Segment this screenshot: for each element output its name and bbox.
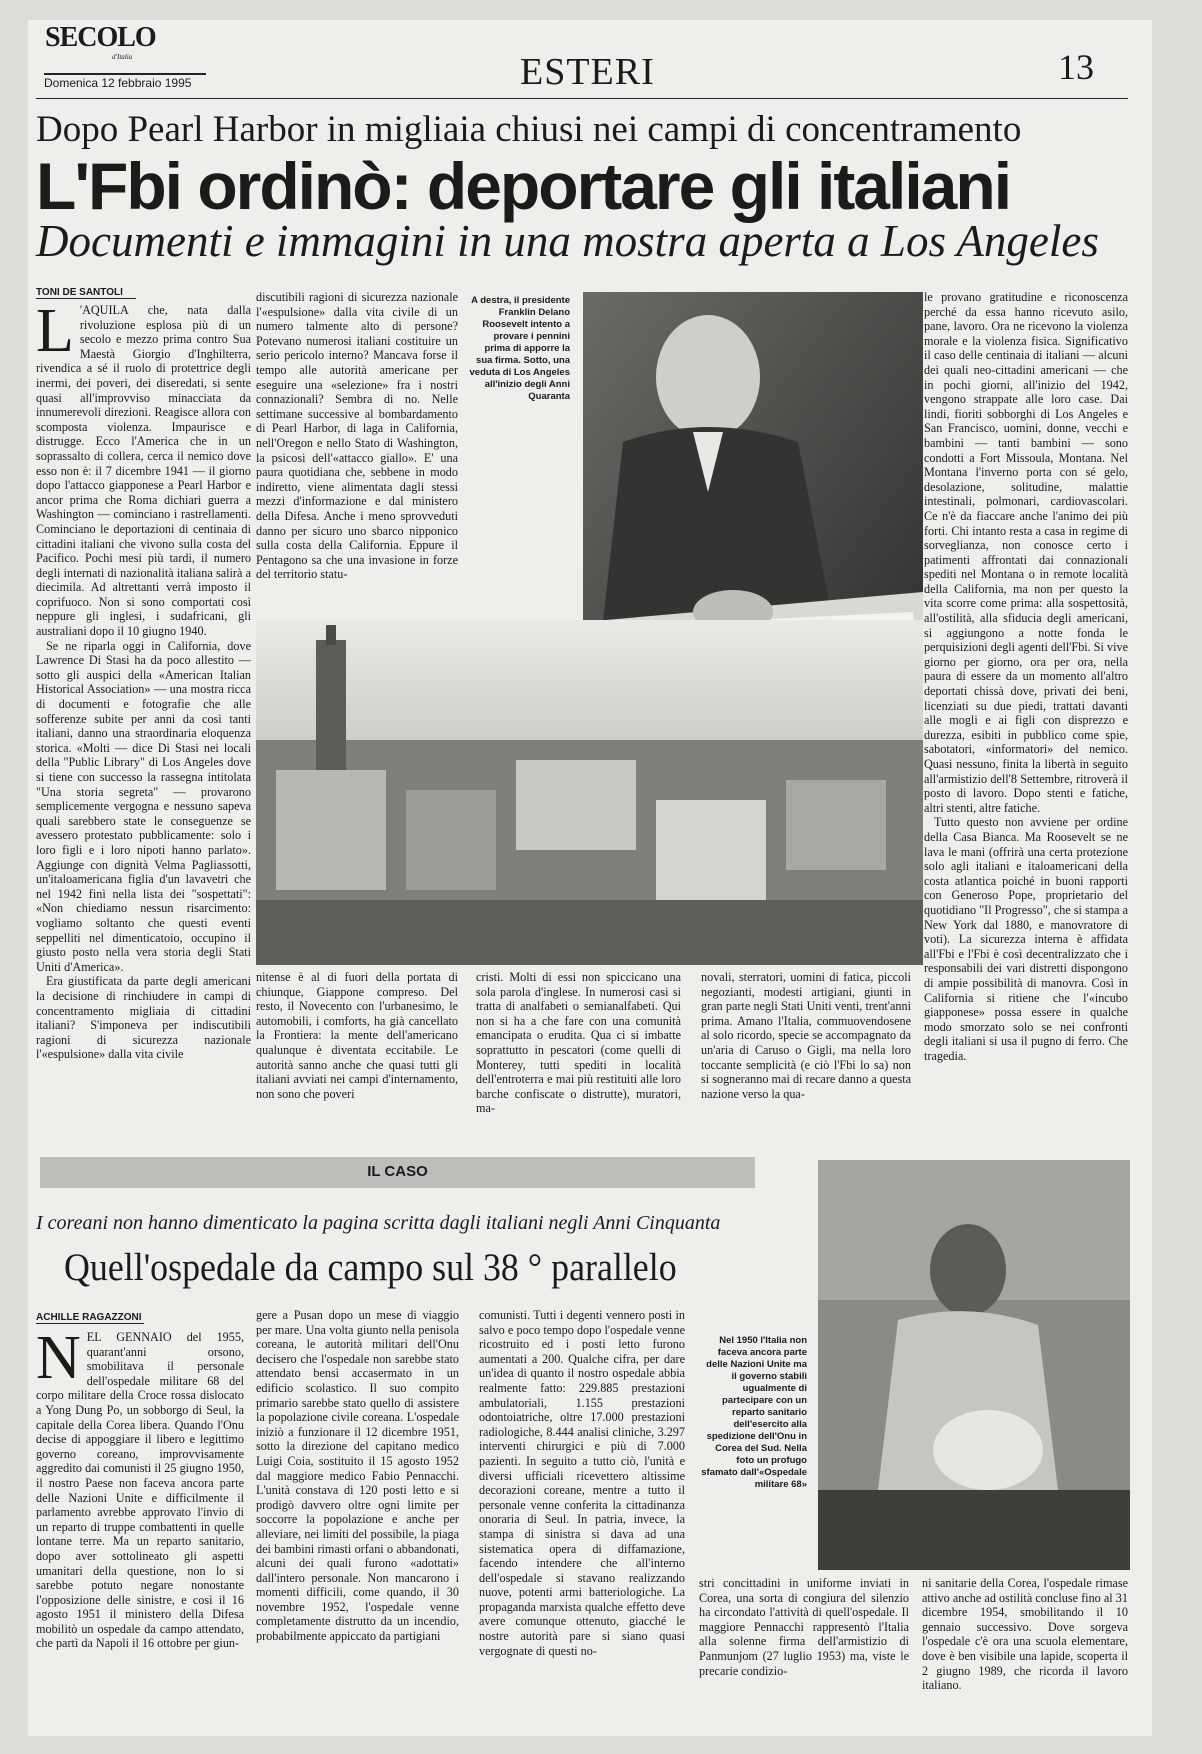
article-column-5 [924, 290, 1128, 1158]
page-number: 13 [1058, 47, 1094, 87]
article-column-2 [256, 290, 458, 590]
masthead-rule [36, 98, 1128, 99]
ilcaso-column-5 [922, 1576, 1128, 1720]
article-column-1 [36, 303, 251, 1158]
ilcaso-dropcap: N [36, 1330, 81, 1392]
article-deck: Documenti e immagini in una mostra aperta a Los Angeles [36, 216, 1099, 266]
article-kicker: Dopo Pearl Harbor in migliaia chiusi nei campi di concentramento [36, 109, 1022, 150]
ilcaso-paragraph: ni sanitarie della Corea, l'ospedale rimase attivo anche ad ostilità concluse fino al 31 dicembre 1954, smobilitando il 10 gennaio successivo. Dove sorgeva l'ospedale c'è ora una scuola elementare, dove è ben visibile una lapide, scoperta il 2 giugno 1989, che ricorda il lavoro italiano. [922, 1576, 1128, 1693]
article-paragraph: discutibili ragioni di sicurezza nazionale l'«espulsione» dalla vita civile di un numero talmente alto di persone? Potevano numerosi italiani costituire un serio pericolo interno? Mancava forse il tempo alle autorità americane per eseguire una «selezione» fra i nostri connazionali? Sembra di no. Nelle settimane successive al bombardamento di Pearl Harbor, di laga in California, nell'Oregon e nello Stato di Washington, la psicosi dell'«attacco giallo». E' una paura quotidiana che, sebbene in modo indiretto, viene alimentata dagli stessi mezzi d'informazione e dal ministero della Difesa. Anche i meno sprovveduti danno per sicuro uno sbarco nipponico sulla costa della California. Eppure il Pentagono sa che una invasione in forze del territorio statu- [256, 290, 458, 582]
ilcaso-paragraph: comunisti. Tutti i degenti vennero posti in salvo e poco tempo dopo l'ospedale venne ricostruito ed i posti letto furono aumentati a 200. Qualche cifra, per dare un'idea di quanto il nostro ospedale abbia realmente fatto: 229.885 prestazioni ambulatoriali, 1.155 prestazioni odontoiatriche, oltre 17.000 prestazioni radiologiche, 8.444 analisi cliniche, 3.297 interventi chirurgici e più di 7.000 pazienti. In seguito a tutto ciò, l'unità e diversi ufficiali ricevettero altissime decorazioni coreane, mentre a tutto il personale venne conferita la cittadinanza onoraria di Seul. In patria, invece, la stampa di sinistra si dava ad una sistematica opera di diffamazione, facendo intendere che all'interno dell'ospedale si stavano realizzando nuove, potenti armi batteriologiche. La propaganda marxista qualche effetto deve avere comunque ottenuto, giacché le nostre autorità pare si siano quasi vergognate di questi no- [479, 1308, 685, 1658]
masthead-logo: SECOLO [45, 22, 156, 53]
article-paragraph: Tutto questo non avviene per ordine della Casa Bianca. Ma Roosevelt se ne lava le mani (offrirà una certa protezione solo agli italiani e italoamericani della costa atlantica poiché in buoni rapporti con Generoso Pope, proprietario del quotidiano "Il Progresso", che si stampa a New York dal 1880, e manovratore di voti). La sicurezza interna è affidata all'Fbi e l'Fbi è così decentralizzato che i responsabili dei vari distretti dispongono di ampie possibilità di manovra. Così in California si ritiene che l'«incubo giapponese» possa essere in qualche modo smorzato solo se nei confronti degli italiani si usa il pugno di ferro. Che tragedia. [924, 815, 1128, 1063]
ilcaso-column-2 [256, 1308, 459, 1720]
ilcaso-paragraph: EL GENNAIO del 1955, quarant'anni orsono, smobilitava il personale dell'ospedale militare 68 del corpo militare della Croce rossa dislocato a Yong Dung Po, un sobborgo di Seul, la capitale della Corea libera. Quando l'Onu decise di appoggiare il libero e legittimo governo coreano, improvvisamente aggredito dai comunisti il 25 giugno 1950, il nostro Paese non faceva ancora parte delle Nazioni Unite e difficilmente il parlamento avrebbe approvato l'invio di un reparto di truppe combattenti in quelle lontane terre. Ma un reparto sanitario, dopo aver sottolineato gli aspetti umanitari della questione, non lo si sarebbe potuto negare nonostante l'opposizione delle sinistre, e così il 16 agosto 1951 il ministero della Difesa mobilitò un ospedale da campo attendato, che partì da Napoli il 16 ottobre per giun- [36, 1330, 244, 1651]
article-headline: L'Fbi ordinò: deportare gli italiani [36, 149, 1011, 223]
article-dropcap: L [36, 303, 74, 365]
ilcaso-paragraph: stri concittadini in uniforme inviati in Corea, una sorta di congiura del silenzio ha circondato l'attività di quell'ospedale. Il maggiore Pennacchi rappresentò l'Italia alla solenne firma dell'armistizio di Panmunjom (27 luglio 1953) ma, viste le precarie condizio- [699, 1576, 909, 1678]
los-angeles-photo [256, 620, 923, 965]
article-paragraph: nitense è al di fuori della portata di chiunque, Giappone compreso. Del resto, il Novecento con l'urbanesimo, le automobili, i comforts, ha già cancellato la Frontiera: la mente dell'americano qualunque è diventata eccitabile. Le autorità sanno anche che quasi tutti gli italiani avviati nei campi d'internamento, non sono che poveri [256, 970, 458, 1101]
article-paragraph: Era giustificata da parte degli americani la decisione di rinchiudere in campi di concentramento migliaia di cittadini italiani? S'imponeva per indiscutibili ragioni di sicurezza nazionale l'«espulsione» dalla vita civile [36, 974, 251, 1062]
article-byline: TONI DE SANTOLI [36, 287, 136, 299]
ilcaso-column-1 [36, 1330, 244, 1720]
article-paragraph: novali, sterratori, uomini di fatica, piccoli negozianti, modesti artigiani, giunti in gran parte negli Stati Uniti venti, trent'anni prima. Amano l'Italia, commuovendosene al solo ricordo, specie se accompagnato da un'aria di Caruso o Gigli, ma nella loro toccante semplicità (e ciò l'Fbi lo sa) non si sogneranno mai di recare danno a questa nazione verso la qua- [701, 970, 911, 1101]
ilcaso-photo-caption: Nel 1950 l'Italia non faceva ancora parte delle Nazioni Unite ma il governo stabilì ugualmente di partecipare con un reparto sanitario dell'esercito alla spedizione dell'Onu in Corea del Sud. Nella foto un profugo sfamato dall'«Ospedale militare 68» [701, 1335, 807, 1490]
article-paragraph: le provano gratitudine e riconoscenza perché da essa hanno ricevuto asilo, pane, lavoro. Ora ne ricevono la violenza morale e la violenza fisica. Significativo il caso delle centinaia di italiani — alcuni dei quali neo-cittadini americani — che in pochi giorni, all'inizio del 1942, vengono strappate alle loro case. Dai lindi, fioriti sobborghi di Los Angeles e San Francisco, uomini, donne, vecchi e bambini — tanti bambini — sono condotti a Fort Missoula, Montana. Nel Montana l'inverno porta con sé gelo, desolazione, solitudine, malattie intestinali, polmonari, cardiovascolari. Ce n'è da fiaccare anche l'animo dei più forti. Chi intanto resta a casa in regime di sorveglianza, non conosce certo i patimenti affrontati dai connazionali spediti nel Montana o in remote località della California, ma non per questo la vita scorre come prima: alla sospettosità, all'ostilità, alla sfiducia degli americani, si aggiungono a notte fonda le perquisizioni degli agenti dell'Fbi. Si vive giorno per giorno, ora per ora, nella paura di essere da un momento all'altro deportati chissà dove, privati dei beni, licenziati su due piedi, trattati davanti alle mogli e ai figli con disprezzo e durezza, esibiti in pubblico come spie, sabotatori, «informatori» del nemico. Quasi nessuno, finita la libertà in seguito all'armistizio dell'8 Settembre, ritroverà il posto di lavoro. Dopo stenti e fatiche, altri stenti, altre fatiche. [924, 290, 1128, 815]
ilcaso-column-4 [699, 1576, 909, 1720]
ilcaso-column-3 [479, 1308, 685, 1720]
ilcaso-label: IL CASO [367, 1163, 428, 1180]
article-paragraph: cristi. Molti di essi non spiccicano una sola parola d'inglese. In numerosi casi si tratta di analfabeti o semianalfabeti. Qui non si ha a che fare con una comunità emancipata o erudita. Qua ci si imbatte soprattutto in pescatori (come quelli di Monterey, tutti spediti in località dell'entroterra e mai più restituiti alle loro barche confiscate o distrutte), muratori, ma- [476, 970, 681, 1116]
ilcaso-paragraph: gere a Pusan dopo un mese di viaggio per mare. Una volta giunto nella penisola coreana, le autorità militari dell'Onu decisero che l'ospedale non sarebbe stato attendato bensì accasermato in un edificio scolastico. Il suo compito primario sarebbe stato quello di assistere la popolazione civile coreana. L'ospedale iniziò a funzionare il 12 dicembre 1951, sotto la direzione del capitano medico Luigi Coia, sostituito il 15 agosto 1952 dal maggiore medico Fabio Pennacchi. L'unità constava di 120 posti letto e si prodigò davvero oltre ogni limite per soccorre la popolazione e anche per alleviare, nei limiti del possibile, la piaga dei bambini rimasti orfani o abbandonati, alcuni dei quali furono «adottati» dall'intero personale. Non mancarono i momenti difficili, come quando, il 30 novembre 1952, l'ospedale venne completamente distrutto da un incendio, probabilmente appiccato da partigiani [256, 1308, 459, 1644]
article-column-4-lower [701, 970, 911, 1158]
ilcaso-headline: Quell'ospedale da campo sul 38 ° parallelo [64, 1246, 677, 1289]
ilcaso-kicker: I coreani non hanno dimenticato la pagina scritta dagli italiani negli Anni Cinquanta [36, 1212, 721, 1234]
article-column-2-lower [256, 970, 458, 1158]
article-paragraph: 'AQUILA che, nata dalla rivoluzione esplosa più di un secolo e mezzo prima contro Sua Maestà Giorgio d'Inghilterra, rivendica a sé il ruolo di protettrice degli inermi, dei poveri, dei diseredati, si sente quasi all'improvviso minacciata da innumerevoli direzioni. Reagisce allora con scomposta violenza. Impaurisce e distrugge. Ecco l'America che in un soprassalto di collera, cerca il nemico dove esso non è: il 7 dicembre 1941 — il giorno dopo l'attacco giapponese a Pearl Harbor e ancor prima che Roma dichiari guerra a Washington — cominciano i rastrellamenti. Cominciano le deportazioni di centinaia di cittadini italiani che vivono sulla costa del Pacifico. Pochi mesi più tardi, il numero degli internati di nazionalità italiana salirà a diecimila. Ad altrettanti verrà imposto il coprifuoco. Non si sono comportati così neppure gli inglesi, i sudafricani, gli australiani dopo il 10 giugno 1940. [36, 303, 251, 639]
masthead-date: Domenica 12 febbraio 1995 [44, 73, 206, 90]
article-paragraph: Se ne riparla oggi in California, dove Lawrence Di Stasi ha da poco allestito — sotto gli auspici della «American Italian Historical Association» — una mostra ricca di documenti e fotografie che alle sofferenze subite per anni da così tanti italiani, danno una straordinaria eloquenza storica. «Molti — dice Di Stasi nei locali della "Public Library" di Los Angeles dove si tiene con successo la rassegna intitolata "Una storia segreta" — provarono semplicemente vergogna e nessuno sapeva quali sarebbero state le conseguenze se avessero protestato pubblicamente: solo i loro figli e i loro nipoti hanno parlato». Aggiunge con dignità Velma Pagliassotti, un'italoamericana figlia d'un lavavetri che nel 1942 finì nella lista dei "sospettati": «Non chiediamo nessun risarcimento: vogliamo soltanto che questi eventi seppelliti nel dimenticatoio, occupino il giusto posto nella vera storia degli Stati Uniti d'America». [36, 638, 251, 974]
photo-caption: A destra, il presidente Franklin Delano Roosevelt intento a provare i pennini prima di apporre la sua firma. Sotto, una veduta di Los Angeles all'inizio degli Anni Quaranta [469, 295, 570, 402]
ilcaso-byline: ACHILLE RAGAZZONI [36, 1312, 144, 1324]
section-title: ESTERI [520, 51, 655, 93]
masthead-logo-sub: d'Italia [112, 53, 133, 61]
article-column-3-lower [476, 970, 681, 1158]
korea-refugee-photo [818, 1160, 1130, 1570]
